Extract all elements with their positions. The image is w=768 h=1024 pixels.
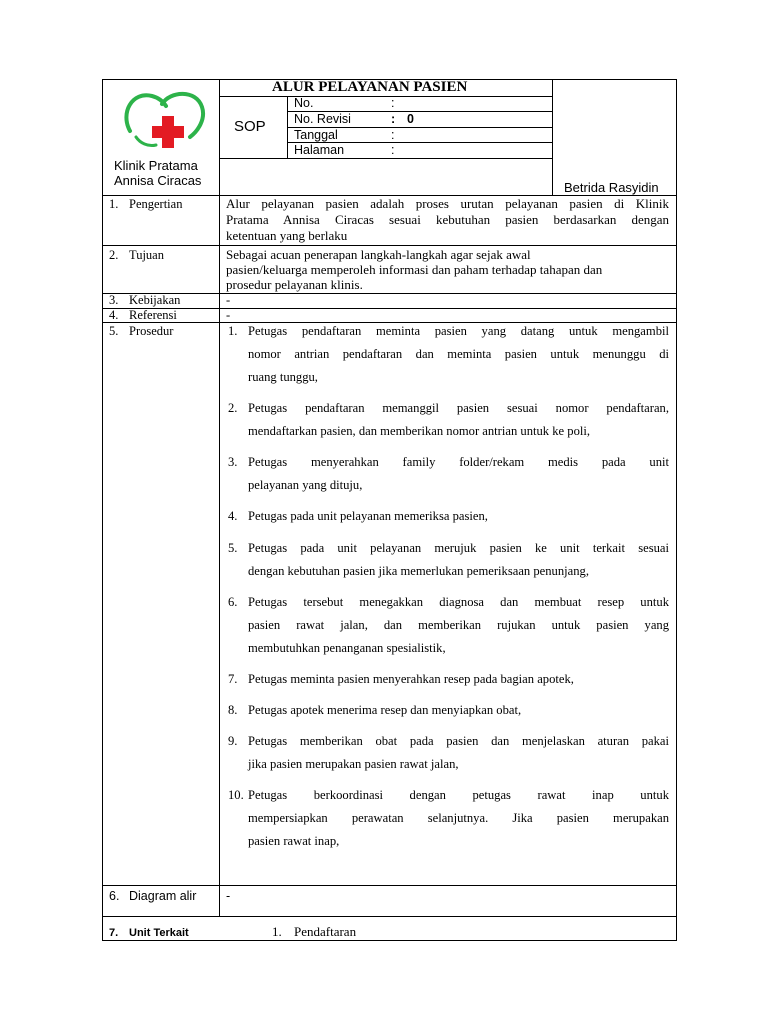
referensi-value: -	[226, 308, 231, 322]
clinic-logo-icon	[118, 87, 208, 155]
step-line: Petugas tersebut menegakkan diagnosa dan membuat resep untuk	[248, 595, 669, 609]
sop-document	[102, 79, 677, 941]
meta-revisi-value: 0	[407, 112, 414, 126]
step-line: jika pasien merupakan pasien rawat jalan,	[248, 757, 459, 771]
step-number: 6.	[228, 595, 238, 609]
unit-item-number: 1.	[272, 924, 282, 939]
section-label-unit-terkait: Unit Terkait	[129, 927, 189, 939]
step-number: 1.	[228, 324, 238, 338]
clinic-name-line2: Annisa Ciracas	[114, 173, 202, 188]
step-line: Petugas apotek menerima resep dan menyiapkan obat,	[248, 703, 522, 717]
text-line: Pratama Annisa Ciracas sesuai kebutuhan pasien berdasarkan dengan	[226, 212, 669, 227]
table-border-left	[102, 79, 103, 941]
step-number: 7.	[228, 672, 238, 686]
section-number: 6.	[109, 889, 120, 903]
section-label-diagram: Diagram alir	[129, 889, 197, 903]
step-line: Petugas pada unit pelayanan merujuk pasien ke unit terkait sesuai	[248, 541, 669, 555]
table-border-right	[676, 79, 677, 941]
section-label-referensi: Referensi	[129, 308, 177, 322]
step-line: pasien rawat jalan, dan memberikan rujukan untuk pasien yang	[248, 618, 669, 632]
meta-no-label: No.	[294, 96, 314, 110]
meta-halaman-sep: :	[391, 143, 395, 157]
row-line	[102, 308, 677, 309]
section-number: 3.	[109, 293, 119, 307]
step-number: 8.	[228, 703, 238, 717]
step-line: ruang tunggu,	[248, 370, 318, 384]
section-number: 5.	[109, 324, 119, 338]
step-number: 9.	[228, 734, 238, 748]
clinic-name-line1: Klinik Pratama	[114, 158, 198, 173]
step-line: mendaftarkan pasien, dan memberikan nomor antrian untuk ke poli,	[248, 424, 591, 438]
section-number: 7.	[109, 927, 119, 939]
section-number: 2.	[109, 248, 119, 262]
section-number: 4.	[109, 308, 119, 322]
step-number: 4.	[228, 509, 238, 523]
step-line: Petugas meminta pasien menyerahkan resep pada bagian apotek,	[248, 672, 574, 686]
step-line: nomor antrian pendaftaran dan meminta pasien untuk menunggu di	[248, 347, 669, 361]
meta-bottom-line	[219, 158, 553, 159]
text-line: prosedur pelayanan klinis.	[226, 277, 363, 292]
step-number: 5.	[228, 541, 238, 555]
signatory-name: Betrida Rasyidin	[564, 180, 659, 195]
text-line: Alur pelayanan pasien adalah proses urutan pelayanan pasien di Klinik	[226, 196, 669, 211]
meta-revisi-label: No. Revisi	[294, 112, 351, 126]
step-line: Petugas pada unit pelayanan memeriksa pasien,	[248, 509, 488, 523]
step-line: pasien rawat inap,	[248, 834, 340, 848]
diagram-value: -	[226, 889, 231, 903]
sop-label: SOP	[234, 118, 266, 135]
section-label-tujuan: Tujuan	[129, 248, 164, 262]
step-line: membutuhkan penanganan spesialistik,	[248, 641, 446, 655]
section-label-pengertian: Pengertian	[129, 197, 183, 211]
step-line: Petugas memberikan obat pada pasien dan menjelaskan aturan pakai	[248, 734, 669, 748]
step-line: pelayanan yang dituju,	[248, 478, 363, 492]
kebijakan-value: -	[226, 293, 231, 307]
column-divider	[219, 79, 220, 917]
step-line: Petugas berkoordinasi dengan petugas rawat inap untuk	[248, 788, 669, 802]
section-label-kebijakan: Kebijakan	[129, 293, 181, 307]
section-label-prosedur: Prosedur	[129, 324, 174, 338]
step-line: Petugas menyerahkan family folder/rekam medis pada unit	[248, 455, 669, 469]
tujuan-text	[226, 247, 669, 292]
step-line: dengan kebutuhan pasien jika memerlukan pemeriksaan penunjang,	[248, 564, 589, 578]
document-title: ALUR PELAYANAN PASIEN	[272, 79, 468, 95]
text-line: ketentuan yang berlaku	[226, 228, 348, 243]
meta-revisi-sep: :	[391, 112, 396, 126]
step-number: 10.	[228, 788, 244, 802]
step-number: 3.	[228, 455, 238, 469]
step-number: 2.	[228, 401, 238, 415]
meta-halaman-label: Halaman	[294, 143, 345, 157]
meta-tanggal-sep: :	[391, 128, 395, 142]
row-line	[102, 916, 677, 917]
row-line	[102, 245, 677, 246]
pengertian-text	[226, 196, 669, 244]
section-number: 1.	[109, 197, 119, 211]
title-underline	[219, 96, 553, 97]
step-line: mempersiapkan perawatan selanjutnya. Jika pasien merupakan	[248, 811, 669, 825]
step-line: Petugas pendaftaran memanggil pasien sesuai nomor pendaftaran,	[248, 401, 669, 415]
row-line	[102, 293, 677, 294]
text-line: Sebagai acuan penerapan langkah-langkah agar sejak awal	[226, 247, 531, 262]
unit-item-pendaftaran: Pendaftaran	[294, 924, 357, 939]
row-line	[102, 885, 677, 886]
meta-no-sep: :	[391, 96, 395, 110]
meta-tanggal-label: Tanggal	[294, 128, 338, 142]
step-line: Petugas pendaftaran meminta pasien yang datang untuk mengambil	[248, 324, 669, 338]
text-line: pasien/keluarga memperoleh informasi dan paham terhadap tahapan dan	[226, 262, 603, 277]
